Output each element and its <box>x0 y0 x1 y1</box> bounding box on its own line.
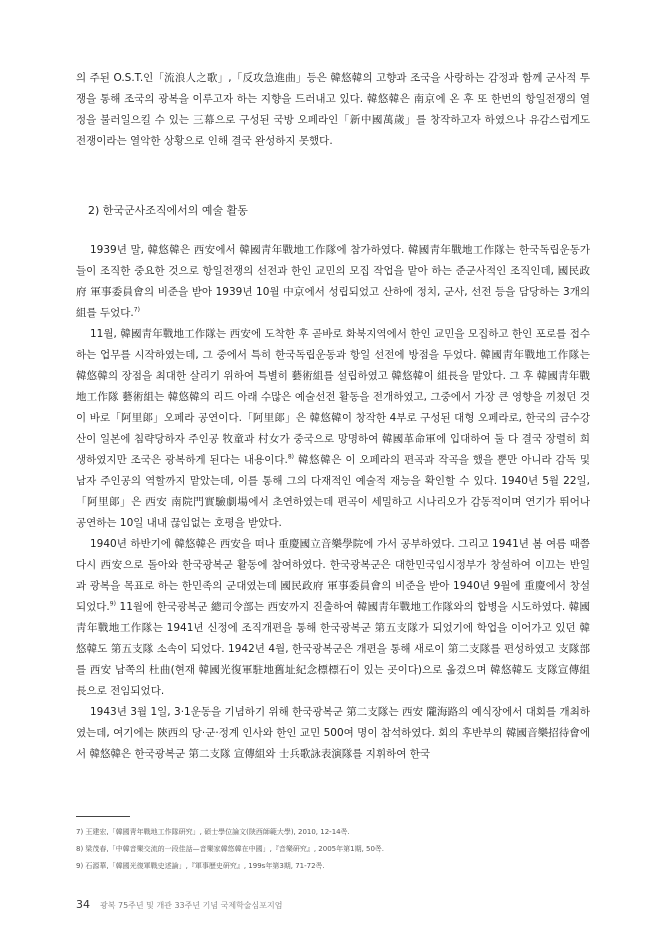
paragraph-4: 1943년 3월 1일, 3·1운동을 기념하기 위해 한국광복군 第二支隊는 西安 隴海路의 예식장에서 대회를 개최하였는데, 여기에는 陝西의 당·군·정계 인사와 한인 교민 500여 명이 참석하였다. 회의 후반부의 韓國音樂招待會에서 韓悠韓은 한국광복군 第二支隊 宣傳組와 士兵歌詠表演隊를 지휘하여 한국 <box>76 706 590 760</box>
page-number: 34 <box>76 898 90 911</box>
paragraph-2 <box>76 324 590 534</box>
paragraph-3 <box>76 534 590 702</box>
running-title: 광복 75주년 및 개관 33주년 기념 국제학술심포지엄 <box>100 901 283 910</box>
footnote-ref-9[interactable]: 9) <box>109 600 116 608</box>
footnote-ref-7[interactable]: 7) <box>133 306 140 314</box>
footnote-7: 7) 王建宏,「韓國靑年戰地工作隊硏究」, 碩士學位論文(陝西師範大學), 2010, 12-14쪽. <box>76 828 350 836</box>
paragraph-3-continued: 11월에 한국광복군 總司令部는 西安까지 진출하여 韓國靑年戰地工作隊와의 합병을 시도하였다. 韓國靑年戰地工作隊는 1941년 신정에 조직개편을 통해 한국광복군 第五支隊가 되었기에 학업을 이어가고 있던 韓悠韓도 第五支隊 소속이 되었다. 1942년 4월, 한국광복군은 개편을 통해 새로이 第二支隊를 편성하였고 支隊部를 西安 남쪽의 杜曲(현재 韓國光復軍駐地舊址紀念標標石이 있는 곳이다)으로 옮겼으며 韓悠韓도 支隊宣傳組長으로 전임되었다. <box>76 601 590 697</box>
section-body <box>76 240 590 765</box>
footnotes <box>76 824 590 875</box>
intro-paragraph-block <box>76 68 590 152</box>
paragraph-1 <box>76 240 590 324</box>
paragraph-3-text: 1940년 하반기에 韓悠韓은 西安을 떠나 重慶國立音樂學院에 가서 공부하였다. 그리고 1941년 봄 여름 때쯤 다시 西安으로 돌아와 한국광복군 활동에 참여하였다. 한국광복군은 대한민국임시정부가 창설하여 이끄는 반일과 광복을 목표로 하는 한민족의 군대였는데 國民政府 軍事委員會의 비준을 받아 1940년 9월에 重慶에서 창설되었다. <box>76 538 590 613</box>
footnote-divider <box>76 816 130 817</box>
paragraph-2-text: 11월, 韓國靑年戰地工作隊는 西安에 도착한 후 곧바로 화북지역에서 한인 교민을 모집하고 한인 포로를 접수하는 업무를 시작하였는데, 그 중에서 특히 한국독립운동과 항일 선전에 방점을 두었다. 韓國靑年戰地工作隊는 韓悠韓의 장점을 최대한 살리기 위하여 특별히 藝術組를 설립하였고 韓悠韓이 組長을 맡았다. 그 후 韓國靑年戰地工作隊 藝術組는 韓悠韓의 리드 아래 수많은 예술선전 활동을 전개하였고, 그중에서 가장 큰 영향을 끼쳤던 것이 바로「阿里郞」오페라 공연이다.「阿里郞」은 韓悠韓이 창작한 4부로 구성된 대형 오페라로, 한국의 금수강산이 일본에 침략당하자 주인공 牧童과 村女가 중국으로 망명하여 韓國革命軍에 입대하여 둘 다 결국 장렬히 희생하였지만 조국은 광복하게 된다는 내용이다. <box>76 328 590 466</box>
intro-paragraph: 의 주된 O.S.T.인「流浪人之歌」,「反攻急進曲」등은 韓悠韓의 고향과 조국을 사랑하는 감정과 함께 군사적 투쟁을 통해 조국의 광복을 이루고자 하는 지향을 드러내고 있다. 韓悠韓은 南京에 온 후 또 한번의 항일전쟁의 열정을 불러일으킬 수 있는 三幕으로 구성된 국방 오페라인「新中國萬歲」를 창작하고자 하였으나 유감스럽게도 전쟁이라는 열악한 상황으로 인해 결국 완성하지 못했다. <box>76 72 590 147</box>
footnote-8: 8) 梁茂春,「中韓音樂交流的一段佳話—音樂家韓悠韓在中國」,『音樂硏究』, 2005年第1期, 50쪽. <box>76 845 384 853</box>
paragraph-2-continued: 韓悠韓은 이 오페라의 편곡과 작곡을 했을 뿐만 아니라 감독 및 남자 주인공의 역할까지 맡았는데, 이를 통해 그의 다재적인 예술적 재능을 확인할 수 있다. 1940년 5월 22일,「阿里郞」은 西安 南院門實驗劇場에서 초연하였는데 편곡이 세밀하고 시나리오가 감동적이며 연기가 뛰어나 공연하는 10일 내내 끊임없는 호평을 받았다. <box>76 454 591 529</box>
footnote-ref-8[interactable]: 8) <box>287 453 295 461</box>
page-footer <box>76 898 282 911</box>
section-heading: 2) 한국군사조직에서의 예술 활동 <box>88 204 248 217</box>
footnote-9: 9) 石源華,「韓國光復軍戰史述論」,『軍事歷史硏究』, 199s年第3期, 71-72쪽. <box>76 862 325 870</box>
paragraph-1-text: 1939년 말, 韓悠韓은 西安에서 韓國靑年戰地工作隊에 참가하였다. 韓國靑年戰地工作隊는 한국독립운동가들이 조직한 중요한 것으로 항일전쟁의 선전과 한인 교민의 모집 작업을 맡아 하는 준군사적인 조직인데, 國民政府 軍事委員會의 비준을 받아 1939년 10월 中京에서 성립되었고 산하에 정치, 군사, 선전 등을 담당하는 3개의 組를 두었다. <box>76 244 590 319</box>
